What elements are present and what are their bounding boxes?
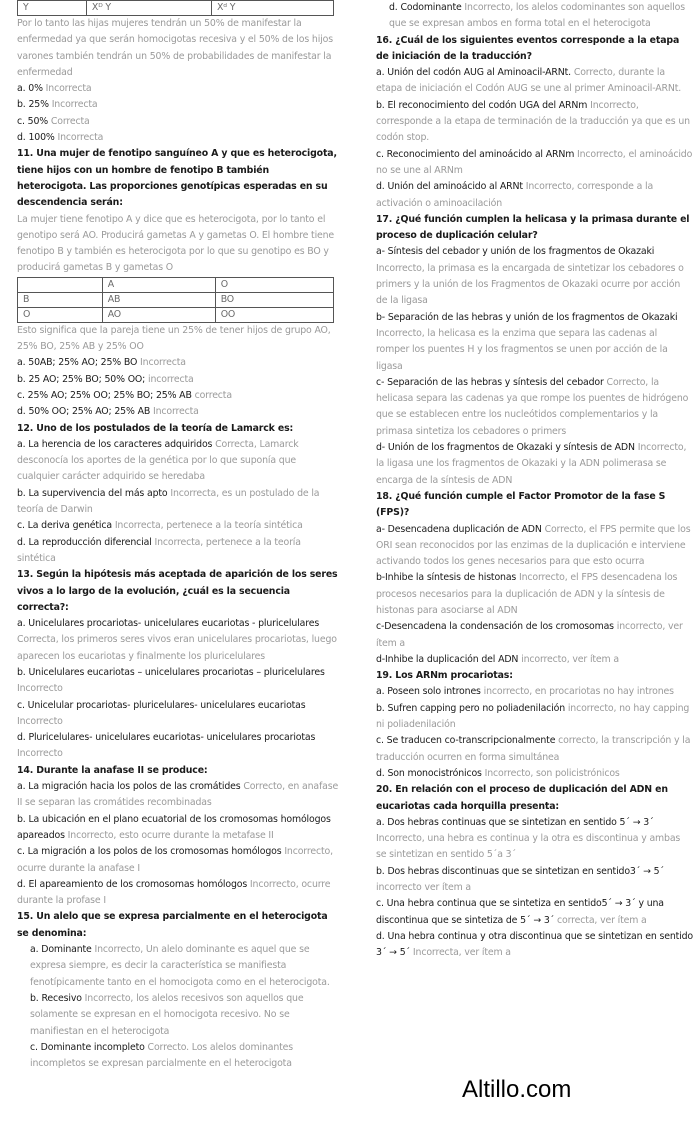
option-feedback: Correcto. Los alelos dominantes incompletos se expresan parcialmente en el heterocigota	[30, 1041, 294, 1070]
answer-option	[376, 619, 693, 652]
answer-option	[376, 65, 693, 98]
option-feedback: Incorrecto, esto ocurre durante la metafase II	[67, 829, 274, 841]
option-text: a. 50AB; 25% AO; 25% BO	[17, 357, 141, 369]
option-text: d. 100%	[17, 132, 58, 144]
q18-options	[376, 522, 693, 669]
option-feedback: Incorrecto, Un alelo dominante es aquel que se expresa siempre, es decir la característica se manifiesta fenotípicamente tanto en el homocigota como en el heterocigota.	[30, 944, 330, 988]
q15-question: 15. Un alelo que se expresa parcialmente en el heterocigota se denomina:	[17, 911, 328, 939]
option-feedback: Incorrecto, el FPS desencadena los procesos necesarios para la duplicación de ADN y la síntesis de histonas para asociarse al ADN	[376, 572, 678, 616]
genotype-table-top	[17, 0, 334, 16]
q13-question: 13. Según la hipótesis más aceptada de aparición de los seres vivos a lo largo de la evolución, ¿cuál es la secuencia correcta?:	[17, 569, 338, 613]
option-text: a. Unicelulares procariotas- unicelulares eucariotas - pluricelulares	[17, 618, 320, 630]
option-text: d. Codominante	[389, 2, 465, 13]
option-feedback: incorrecto, no hay capping ni poliadenilación	[376, 702, 690, 731]
option-feedback: correcta, ver ítem a	[557, 914, 647, 926]
answer-option	[17, 942, 339, 991]
option-text: d. Unión del aminoácido al ARNt	[376, 181, 526, 193]
option-feedback: Incorrecto, la helicasa es la enzima que separa las cadenas al romper los puentes H y los fragmentos se unen por acción de la ligasa	[376, 327, 668, 372]
option-text: c. Reconocimiento del aminoácido al ARNm	[376, 148, 578, 160]
option-text: d-Inhibe la duplicación del ADN	[376, 653, 522, 665]
option-feedback: Correcta	[50, 115, 90, 127]
answer-option	[376, 98, 693, 147]
q18-question: 18. ¿Qué función cumple el Factor Promotor de la fase S (FPS)?	[376, 490, 666, 519]
site-watermark[interactable]: Altillo.com	[462, 1076, 572, 1103]
q11-question: 11. Una mujer de fenotipo sanguíneo A y que es heterocigota, tiene hijos con un hombre de fenotipo B también heterocigota. Las proporciones genotípicas esperadas en su descendencia serán:	[17, 148, 337, 209]
q16-question: 16. ¿Cuál de los siguientes eventos corresponde a la etapa de iniciación de la traducción?	[376, 34, 680, 62]
option-text: c. Una hebra continua que se sintetiza en sentido5´ → 3´ y una discontinua que se sintetiza de 5´ → 3´	[376, 898, 664, 926]
option-feedback: Incorrecta, pertenece a la teoría sintética	[17, 536, 301, 564]
option-feedback: Correcto, la helicasa separa las cadenas ya que rompe los puentes de hidrógeno que se establecen entre los nucleótidos complementarios y la primasa sintetiza los cebadores o primers	[376, 376, 689, 437]
answer-option	[17, 486, 339, 519]
q14-options	[17, 779, 339, 909]
answer-option	[17, 518, 339, 534]
q15-options	[17, 942, 339, 1072]
answer-option	[17, 730, 339, 763]
option-text: b-Inhibe la síntesis de histonas	[376, 572, 519, 584]
answer-option	[376, 147, 693, 180]
answer-option	[17, 388, 339, 404]
table-cell: AO	[102, 307, 215, 322]
q11-options	[17, 355, 339, 420]
option-feedback: Incorrecto, son policistrónicos	[484, 767, 620, 779]
option-feedback: Correcto, durante la etapa de iniciación el Codón AUG se une al primer Aminoacil-ARNt.	[376, 67, 682, 95]
option-feedback: Incorrecto	[17, 748, 63, 760]
option-text: b. El reconocimiento del codón UGA del ARNm	[376, 99, 591, 111]
option-feedback: Incorrecta	[140, 357, 186, 369]
table-cell: OO	[215, 307, 333, 322]
answer-option	[17, 404, 339, 420]
option-feedback: Correcto, el FPS permite que los ORI sean reconocidos por las enzimas de la duplicación e interviene activando todos los genes necesarios para que esto ocurra	[376, 523, 691, 568]
answer-option	[17, 991, 339, 1040]
answer-option	[376, 522, 693, 571]
option-text: b. 25%	[17, 99, 52, 111]
answer-option	[376, 244, 693, 309]
q17-options	[376, 244, 693, 488]
answer-option	[17, 114, 339, 130]
option-text: a. La migración hacia los polos de las cromátides	[17, 781, 244, 793]
option-feedback: Incorrecta	[51, 99, 98, 111]
option-text: c. Se traducen co-transcripcionalmente	[376, 735, 559, 747]
option-feedback: Incorrecta	[152, 406, 199, 418]
table-cell: B	[18, 292, 103, 307]
table-row	[18, 1, 334, 16]
option-feedback: Incorrecto, corresponde a la etapa de terminación de la traducción ya que es un codón stop.	[376, 99, 690, 144]
option-feedback: correcto, la transcripción y la traducción ocurren en forma simultánea	[376, 735, 691, 763]
answer-option	[17, 97, 339, 113]
option-text: d- Unión de los fragmentos de Okazaki y síntesis de ADN	[376, 442, 638, 454]
table-row	[18, 292, 334, 307]
option-text: c. La migración a los polos de los cromosomas homólogos	[17, 846, 285, 858]
table-cell: Xᴰ Y	[86, 1, 211, 16]
q19-options	[376, 684, 693, 782]
option-feedback: incorrecta	[148, 373, 194, 385]
table-row	[18, 307, 334, 322]
q12-question: 12. Uno de los postulados de la teoría de Lamarck es:	[17, 422, 294, 434]
option-text: c. Unicelular procariotas- pluricelulares- unicelulares eucariotas	[17, 699, 306, 711]
answer-option	[376, 896, 693, 929]
option-text: a. 0%	[17, 83, 46, 95]
option-feedback: Incorrecto, la primasa es la encargada de sintetizar los cebadores o primers y la unión de los Fragmentos de Okazaki ocurre por acción de la ligasa	[376, 262, 684, 307]
option-feedback: Incorrecta	[45, 83, 92, 95]
option-feedback: correcta	[194, 389, 232, 401]
option-text: a. Dominante	[30, 944, 95, 956]
q13-options	[17, 616, 339, 763]
option-text: d. Una hebra continua y otra discontinua que se sintetizan en sentido 3´ → 5´	[376, 930, 693, 959]
answer-option	[376, 733, 693, 766]
answer-option	[376, 684, 693, 700]
option-text: d. 50% OO; 25% AO; 25% AB	[17, 406, 153, 418]
option-text: b. Sufren capping pero no poliadenilación	[376, 702, 568, 714]
q16-options	[376, 65, 693, 212]
answer-option	[17, 877, 339, 910]
option-text: c. 25% AO; 25% OO; 25% BO; 25% AB	[17, 389, 195, 401]
option-feedback: incorrecto, ver ítem a	[521, 653, 619, 665]
table-cell: Y	[18, 1, 87, 16]
option-feedback: Incorrecto, ocurre durante la anafase I	[17, 846, 333, 874]
option-feedback: incorrecto ver ítem a	[376, 882, 471, 894]
option-feedback: Incorrecto, corresponde a la activación o aminoacilación	[376, 181, 654, 209]
option-text: b. Dos hebras discontinuas que se sintetizan en sentido3´ → 5´	[376, 865, 664, 877]
option-text: b. 25 AO; 25% BO; 50% OO;	[17, 373, 149, 385]
option-text: b. Unicelulares eucariotas – unicelulares procariotas – pluricelulares	[17, 666, 325, 678]
option-text: b. La ubicación en el plano ecuatorial de los cromosomas homólogos apareados	[17, 813, 331, 841]
option-text: c- Separación de las hebras y síntesis del cebador	[376, 376, 607, 388]
q10-explanation: Por lo tanto las hijas mujeres tendrán un 50% de manifestar la enfermedad ya que serán homocigotas recesiva y el 50% de los hijos varones también tendrán un 50% de probabilidades de manifestar la enfermedad	[17, 18, 333, 78]
table-row	[18, 277, 334, 292]
option-feedback: Incorrecto, ocurre durante la profase I	[17, 878, 331, 907]
table-cell: O	[18, 307, 103, 322]
answer-option	[17, 1040, 339, 1073]
q10-options	[17, 81, 339, 146]
option-feedback: Correcto, en anafase II se separan las cromátides recombinadas	[17, 781, 339, 809]
option-text: a. Poseen solo intrones	[376, 686, 484, 698]
option-text: c. La deriva genética	[17, 520, 115, 532]
option-feedback: Incorrecto, el aminoácido no se une al ARNm	[376, 148, 693, 176]
option-text: a- Desencadena duplicación de ADN	[376, 523, 545, 535]
answer-option	[17, 355, 339, 371]
option-feedback: incorrecto, ver ítem a	[376, 621, 683, 649]
q11-explanation: La mujer tiene fenotipo A y dice que es heterocigota, por lo tanto el genotipo será AO. Producirá gametas A y gametas O. El hombre tiene fenotipo B y también es heterocigota por lo que su genotipo es BO y producirá gametas B y gametas O	[17, 213, 335, 274]
answer-option	[376, 701, 693, 734]
answer-option	[17, 535, 339, 568]
table-cell: Xᵈ Y	[211, 1, 333, 16]
q11-explanation-2: Esto significa que la pareja tiene un 25% de tener hijos de grupo AO, 25% BO, 25% AB y 25% OO	[17, 324, 331, 353]
option-text: a. Unión del codón AUG al Aminoacil-ARNt.	[376, 67, 574, 79]
option-text: c. Dominante incompleto	[30, 1041, 148, 1053]
table-cell: BO	[215, 292, 333, 307]
answer-option	[376, 310, 693, 375]
answer-option	[376, 864, 693, 897]
option-text: a. Dos hebras continuas que se sintetizan en sentido 5´ → 3´	[376, 816, 654, 828]
answer-option	[17, 130, 339, 146]
q20-options	[376, 815, 693, 962]
answer-option	[376, 929, 693, 962]
q15-option-d	[376, 0, 693, 33]
table-cell: O	[215, 277, 333, 292]
option-feedback: Incorrecta, pertenece a la teoría sintética	[114, 520, 303, 532]
answer-option	[376, 440, 693, 489]
q12-options	[17, 437, 339, 567]
left-column	[17, 0, 339, 1072]
option-feedback: Incorrecto, la ligasa une los fragmentos de Okazaki y la ADN polimerasa se encarga de la síntesis de ADN	[376, 442, 687, 486]
option-text: d. La reproducción diferencial	[17, 536, 155, 548]
option-feedback: Correcta, los primeros seres vivos eran unicelulares procariotas, luego aparecen los eucariotas y finalmente los pluricelulares	[17, 634, 337, 662]
q19-question: 19. Los ARNm procariotas:	[376, 670, 513, 682]
option-feedback: Incorrecta	[57, 132, 104, 144]
option-text: b. Recesivo	[30, 992, 85, 1004]
option-text: d. Son monocistrónicos	[376, 767, 485, 779]
option-feedback: Incorrecta, ver ítem a	[412, 947, 511, 959]
q14-question: 14. Durante la anafase II se produce:	[17, 764, 208, 776]
answer-option	[376, 375, 693, 440]
answer-option	[376, 179, 693, 212]
answer-option	[17, 437, 339, 486]
option-feedback: incorrecto, en procariotas no hay intrones	[483, 686, 674, 698]
option-text: a. La herencia de los caracteres adquiridos	[17, 438, 216, 450]
option-text: c-Desencadena la condensación de los cromosomas	[376, 621, 617, 633]
option-text: d. El apareamiento de los cromosomas homólogos	[17, 878, 250, 890]
answer-option	[17, 81, 339, 97]
answer-option	[17, 779, 339, 812]
punnett-table	[17, 277, 334, 323]
q20-question: 20. En relación con el proceso de duplicación del ADN en eucariotas cada horquilla presenta:	[376, 784, 668, 812]
table-cell: A	[102, 277, 215, 292]
option-feedback: Incorrecto, los alelos recesivos son aquellos que solamente se expresan en el homocigota recesivo. No se manifiestan en el heterocigota	[30, 992, 304, 1037]
answer-option	[17, 844, 339, 877]
option-text: b- Separación de las hebras y unión de los fragmentos de Okazaki	[376, 311, 678, 323]
answer-option	[17, 665, 339, 698]
answer-option	[17, 812, 339, 845]
answer-option	[376, 652, 693, 668]
option-feedback: Incorrecto	[17, 715, 63, 727]
table-cell	[18, 277, 103, 292]
answer-option	[17, 698, 339, 731]
table-cell: AB	[102, 292, 215, 307]
right-column	[376, 0, 693, 962]
option-text: d. Pluricelulares- unicelulares eucariotas- unicelulares procariotas	[17, 732, 316, 744]
answer-option	[376, 815, 693, 864]
option-text: b. La supervivencia del más apto	[17, 487, 171, 499]
option-feedback: Incorrecto, una hebra es continua y la otra es discontinua y ambas se sintetizan en sentido 5´a 3´	[376, 833, 681, 861]
option-text: c. 50%	[17, 115, 51, 127]
option-text: a- Síntesis del cebador y unión de los fragmentos de Okazaki	[376, 246, 655, 258]
option-feedback: Incorrecta, es un postulado de la teoría de Darwin	[17, 487, 320, 516]
option-feedback: Incorrecto, los alelos codominantes son aquellos que se expresan ambos en forma total en el heterocigota	[389, 2, 686, 30]
answer-option	[17, 616, 339, 665]
answer-option	[376, 766, 693, 782]
option-feedback: Correcta, Lamarck desconocía los aportes de la genética por lo que suponía que cualquier carácter adquirido se heredaba	[17, 438, 299, 483]
q17-question: 17. ¿Qué función cumplen la helicasa y la primasa durante el proceso de duplicación celular?	[376, 213, 690, 242]
answer-option	[17, 372, 339, 388]
option-feedback: Incorrecto	[17, 683, 63, 695]
answer-option	[376, 570, 693, 619]
